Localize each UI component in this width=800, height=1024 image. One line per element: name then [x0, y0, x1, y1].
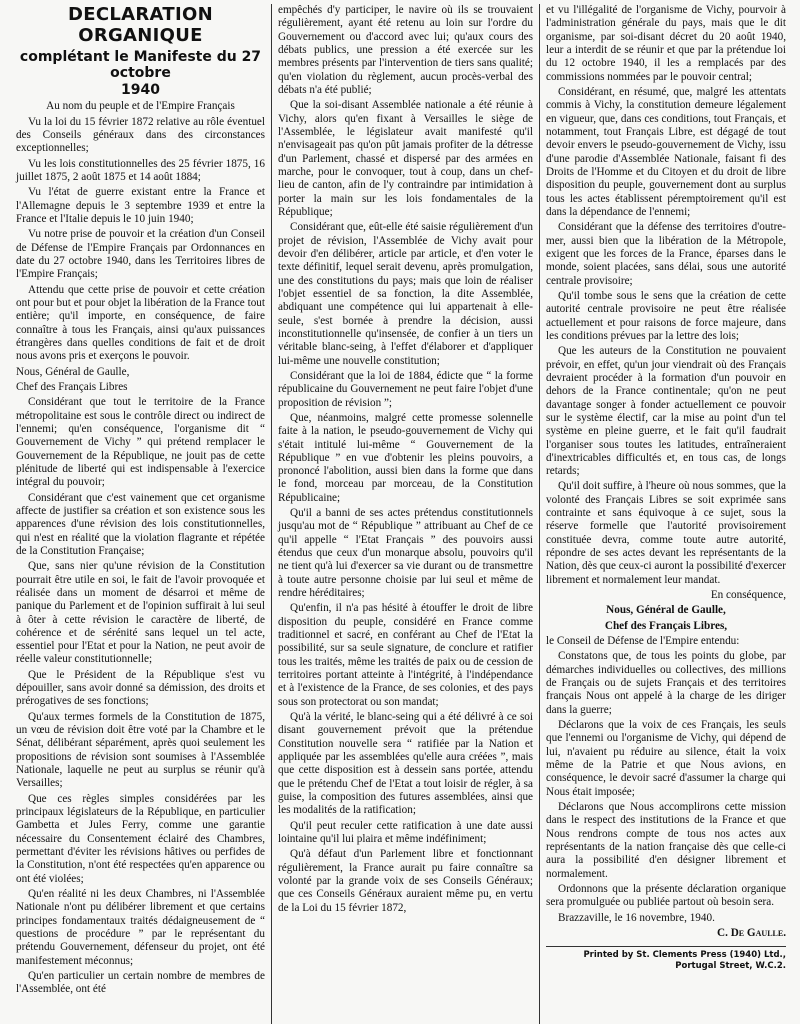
paragraph: Constatons que, de tous les points du globe, par démarches individuelles ou collectives, des millions de Français ou de sujets Français et des territoires français Nous ont appelé à la charge de les diriger dans la guerre; [546, 650, 786, 716]
signature: C. De Gaulle. [717, 926, 786, 939]
paragraph: Considérant que c'est vainement que cet organisme affecte de justifier sa création et son existence sous les apparences d'une révision des lois constitutionnelles, qui n'est en réalité que la violation flagrante et répétée de la Constitution Française; [16, 491, 265, 557]
paragraph: et vu l'illégalité de l'organisme de Vichy, pourvoir à l'administration générale du pays, mais que le dit organisme, par soi-disant décret du 20 août 1940, leur a interdit de se réunir et que par la prétendue loi du 12 octobre 1940, il les a remplacés par des commissions nommées par le pouvoir central; [546, 4, 786, 83]
column-2 [272, 4, 540, 1024]
document-title: DECLARATION ORGANIQUE [68, 4, 213, 47]
paragraph: empêchés d'y participer, le navire où ils se trouvaient régulièrement, ayant été retenu au loin sur l'ordre du Gouvernement ou d'accord avec lui; qu'aux cours des débats publics, une pression a été exercée sur les membres présents par l'intervention de tiers sans qualité; qu'en violation du règlement, aucun procès-verbal des débats n'a été publié; [278, 4, 533, 96]
paragraph: Vu l'état de guerre existant entre la France et l'Allemagne depuis le 3 septembre 1939 et entre la France et l'Italie depuis le 10 juin 1940; [16, 186, 265, 225]
paragraph: Qu'en particulier un certain nombre de membres de l'Assemblée, ont été [16, 970, 265, 996]
paragraph: Considérant que la défense des territoires d'outre-mer, aussi bien que la libération de la Métropole, exigent que les forces de la France, éparses dans le monde, soient placées, sans délai, sous une autorité centrale provisoire; [546, 221, 786, 287]
paragraph: le Conseil de Défense de l'Empire entendu: [546, 635, 740, 648]
place-date: Brazzaville, le 16 novembre, 1940. [558, 911, 715, 924]
subtitle-line-1: complétant le Manifeste du 27 octobre [19, 48, 262, 82]
paragraph: Attendu que cette prise de pouvoir et cette création ont pour but et pour objet la libération de la France tout entière; qu'il importe, en conséquence, de faire connaître à tous les Français, ainsi qu'aux puissances étrangères dans quelles conditions de fait et de droit nous avons pris et exerçons le pouvoir. [16, 283, 265, 363]
paragraph: Chef des Français Libres [16, 380, 128, 393]
subtitle-line-2: 1940 [121, 81, 160, 98]
column-3 [540, 4, 792, 1024]
document-subtitle [16, 49, 265, 99]
paragraph: Qu'il doit suffire, à l'heure où nous sommes, que la volonté des Français Libres se soit exprimée sans contrainte et sans équivoque à ce sujet, sous la réserve formelle que l'autorité provisoirement constituée devra, comme toute autre autorité, répondre de ses actes devant les représentants de la Nation, dès que ceux-ci auront la possibilité d'exercer librement et normalement leur mandat. [546, 480, 786, 586]
paragraph: Que la soi-disant Assemblée nationale a été réunie à Vichy, alors qu'en fixant à Versailles le siège de l'Assemblée, le législateur avait manifesté qu'il n'envisageait pas qu'on pût jamais profiter de la détresse d'un Parlement, chassé et dispersé par des armées en marche, pour le convoquer, tout à coup, dans un chef-lieu de canton, afin de l'y contraindre par intimidation à porter la main sur les lois fondamentales de la République; [278, 99, 533, 218]
paragraph: Déclarons que Nous accomplirons cette mission dans le respect des institutions de la France et que Nous rendrons compte de tous nos actes aux représentants de la nation française dès que celle-ci aura la possibilité d'en désigner librement et normalement. [546, 801, 786, 880]
printer-imprint [546, 946, 786, 970]
paragraph: Qu'à défaut d'un Parlement libre et fonctionnant régulièrement, la France aurait pu faire connaître sa volonté par la grande voix de ses Conseils Généraux; que ces Conseils Généraux auraient même pu, en vertu de la Loi du 15 février 1872, [278, 848, 533, 914]
paragraph: Qu'à la vérité, le blanc-seing qui a été délivré à ce soi disant gouvernement prévoit que la prétendue Constitution nouvelle sera “ ratifiée par la Nation et appliquée par les assemblées qu'elle aura créées ”, mais que cette disposition est à dessein sans portée, attendu que le prétendu Chef de l'Etat a tout loisir de régler, à sa guise, la composition des futures assemblées, ainsi que les modalités de la ratification; [278, 711, 533, 817]
paragraph: Considérant que, eût-elle été saisie régulièrement d'un projet de révision, l'Assemblée de Vichy avait pour devoir d'en délibérer, article par article, et d'en voter le texte définitif, lequel serait devenu, après promulgation, une des constitutions du pays; mais que loin de réaliser l'objet essentiel de sa fonction, la dite Assemblée, abdiquant une compétence qui lui appartenait à elle-seule, s'est bornée à prendre la décision, aussi inconstitutionnelle qu'insensée, de confier à un tiers un véritable blanc-seing, à l'effet d'élaborer et d'appliquer lui-même une nouvelle constitution; [278, 221, 533, 367]
paragraph: Que, sans nier qu'une révision de la Constitution pourrait être utile en soi, le fait de l'avoir provoquée et réalisée dans un moment de désarroi et même de panique du Parlement et de l'opinion suffirait à lui seul à ôter à cette révision le caractère de liberté, de cohérence et de sérénité sans lequel un tel acte, essentiel pour l'Etat et pour la Nation, ne peut avoir de réelle valeur constitutionnelle; [16, 560, 265, 666]
paragraph: Que le Président de la République s'est vu dépouiller, sans avoir donné sa démission, des droits et prérogatives de ses fonctions; [16, 668, 265, 708]
paragraph: Considérant que tout le territoire de la France métropolitaine est sous le contrôle direct ou indirect de l'ennemi; qu'en conséquence, l'organisme dit “ Gouvernement de Vichy ” qui prétend remplacer le Gouvernement de la République, ne jouit pas de cette plénitude de liberté qui est indispensable à l'exercice intégral du pouvoir; [16, 396, 265, 489]
paragraph: Considérant que la loi de 1884, édicte que “ la forme républicaine du Gouvernement ne peut faire l'objet d'une proposition de révision ”; [278, 369, 533, 409]
paragraph: En conséquence, [710, 589, 786, 602]
printer-line-2: Portugal Street, W.C.2. [675, 960, 786, 971]
paragraph: Qu'enfin, il n'a pas hésité à étouffer le droit de libre disposition du peuple, considéré en France comme traditionnel et sacré, en conférant au Chef de l'Etat la possibilité, sur sa seule signature, de conclure et ratifier tous les traités, même les traités de paix ou de cession de territoires portant atteinte à l'intégrité, à l'indépendance et à l'existence de la France, de ses colonies, et des pays sous son protectorat ou son mandat; [278, 602, 533, 708]
paragraph: Qu'aux termes formels de la Constitution de 1875, un vœu de révision doit être voté par la Chambre et le Sénat, délibérant séparément, après quoi seulement les propositions de révision sont soumises à l'Assemblée Nationale, laquelle ne peut au surplus se réunir qu'à Versailles; [16, 710, 265, 790]
paragraph: Déclarons que la voix de ces Français, les seuls que l'ennemi ou l'organisme de Vichy, qui dépend de lui, n'avaient pu réduire au silence, était la voix même de la Patrie et que Nous avions, en conséquence, le devoir sacré d'assumer la charge qui Nous était imposée; [546, 719, 786, 798]
paragraph: Nous, Général de Gaulle, [16, 365, 130, 378]
paragraph: Que les auteurs de la Constitution ne pouvaient prévoir, en effet, qu'un jour viendrait où des Français devraient procéder à la formation d'un pouvoir en dehors de la France continentale; qu'on ne peut davantage songer à fonder actuellement ce pouvoir sur le système électif, car la mise au point d'un tel système en pleine guerre, et le fait qu'il faudrait l'organiser sous toutes les latitudes, entraîneraient d'inextricables difficultés et, en tous cas, de longs retards; [546, 345, 786, 478]
paragraph: Vu les lois constitutionnelles des 25 février 1875, 16 juillet 1875, 2 août 1875 et 14 août 1884; [16, 157, 265, 183]
paragraph: Vu la loi du 15 février 1872 relative au rôle éventuel des Conseils généraux dans des circonstances exceptionnelles; [16, 115, 265, 155]
paragraph: Qu'il a banni de ses actes prétendus constitutionnels jusqu'au mot de “ République ” attribuant au Chef de ce qu'il appelle “ l'Etat Français ” des pouvoirs aussi étendus que ceux d'un monarque absolu, pouvoirs qu'il ne tient qu'à lui d'exercer sa vie durant ou de transmettre à toute autre personne choisie par lui seul et même de rendre héréditaires; [278, 507, 533, 600]
paragraph: Vu notre prise de pouvoir et la création d'un Conseil de Défense de l'Empire Français par Ordonnances en date du 27 octobre 1940, dans les Territoires libres de l'Empire Français; [16, 228, 265, 281]
paragraph: Qu'en réalité ni les deux Chambres, ni l'Assemblée Nationale n'ont pu délibérer librement et que certains principes fondamentaux traités dédaigneusement de “ questions de procédure ” par le représentant du prétendu Gouvernement, défenseur du projet, ont été manifestement méconnus; [16, 888, 265, 967]
paragraph: Qu'il tombe sous le sens que la création de cette autorité centrale provisoire ne peut être réalisée actuellement et pour raisons de force majeure, dans les conditions prévues par la lettre des lois; [546, 289, 786, 342]
column-1 [10, 4, 272, 1024]
paragraph: Que ces règles simples considérées par les principaux législateurs de la République, en particulier Gambetta et Jules Ferry, comme une garantie nécessaire du Consentement éclairé des Chambres, permettant d'éviter les révisions hâtives ou perfides de la Constitution, n'ont été respectées qu'en apparence ou ont été violées; [16, 792, 265, 885]
printer-line-1: Printed by St. Clements Press (1940) Ltd., [583, 950, 786, 961]
paragraph: Considérant, en résumé, que, malgré les attentats commis à Vichy, la constitution demeure légalement en vigueur, que, dans ces conditions, tout Français, et notamment, tout Français Libre, est dégagé de tout devoir envers le pseudo-gouvernement de Vichy, issu d'une parodie d'Assemblée Nationale, faisant fi des Droits de l'Homme et du Citoyen et du droit de libre disposition du peuple, gouvernement dont au surplus tous les actes établissent péremptoirement qu'il est dans la dépendance de l'ennemi; [546, 85, 786, 218]
paragraph: Que, néanmoins, malgré cette promesse solennelle faite à la nation, le pseudo-gouvernement de Vichy qui s'était intitulé lui-même “ Gouvernement de la République ” en vue d'obtenir les pleins pouvoirs, a prononcé l'abolition, aussi bien dans la forme que dans le fond, morceau par morceau, de la Constitution Républicaine; [278, 411, 533, 504]
paragraph: Chef des Français Libres, [604, 619, 728, 632]
paragraph: Qu'il peut reculer cette ratification à une date aussi lointaine qu'il lui plaira et même indéfiniment; [278, 819, 533, 846]
paragraph: Nous, Général de Gaulle, [606, 604, 726, 617]
paragraph: Au nom du peuple et de l'Empire Français [46, 100, 235, 113]
paragraph: Ordonnons que la présente déclaration organique sera promulguée ou publiée partout où besoin sera. [546, 883, 786, 909]
